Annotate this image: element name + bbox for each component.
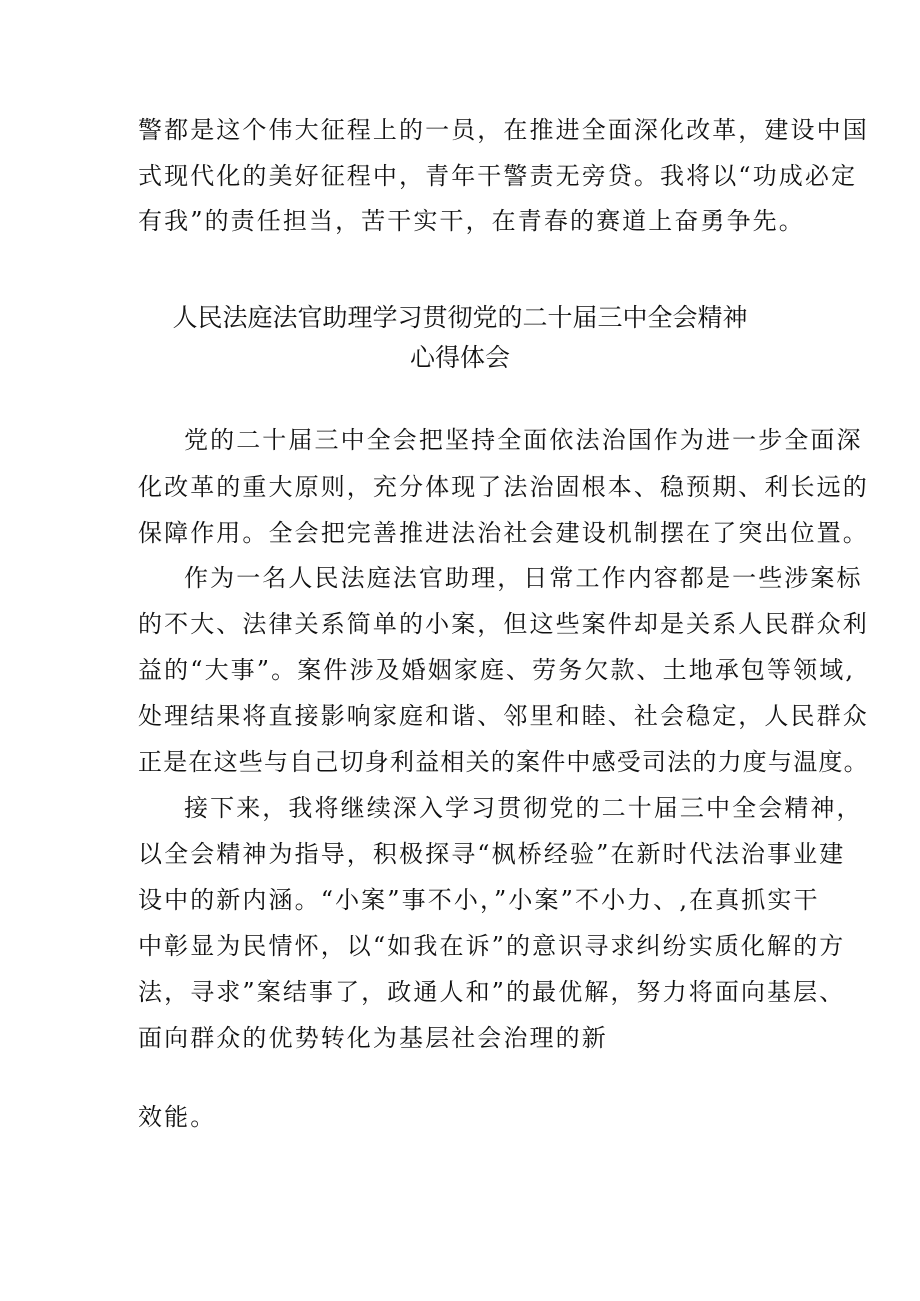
paragraph-3-line-2: 以全会精神为指导，积极探寻“枫桥经验”在新时代法治事业建 xyxy=(138,840,846,868)
article-title-line-1: 人民法庭法官助理学习贯彻党的二十届三中全会精神 xyxy=(172,303,748,332)
paragraph-2-line-1: 作为一名人民法庭法官助理，日常工作内容都是一些涉案标 xyxy=(184,564,863,592)
trailing-line: 效能。 xyxy=(138,1103,217,1131)
paragraph-3-line-4: 中彰显为民情怀，以“如我在诉”的意识寻求纠纷实质化解的方 xyxy=(138,932,846,960)
intro-line-3: 有我”的责任担当，苦干实干，在青春的赛道上奋勇争先。 xyxy=(138,207,805,235)
paragraph-3-line-6: 面向群众的优势转化为基层社会治理的新 xyxy=(138,1024,608,1052)
paragraph-1-line-2: 化改革的重大原则，充分体现了法治固根本、稳预期、利长远的 xyxy=(138,473,869,501)
article-title-line-2: 心得体会 xyxy=(409,343,510,372)
paragraph-3-line-5: 法，寻求”案结事了，政通人和”的最优解，努力将面向基层、 xyxy=(138,978,846,1006)
paragraph-3-line-3: 设中的新内涵。“小案”事不小，”小案”不小力、,在真抓实干 xyxy=(138,886,820,914)
paragraph-2-line-2: 的不大、法律关系简单的小案，但这些案件却是关系人民群众利 xyxy=(138,610,869,638)
paragraph-2-line-4: 处理结果将直接影响家庭和谐、邻里和睦、社会稳定，人民群众 xyxy=(138,702,869,730)
paragraph-2-line-3: 益的“大事”。案件涉及婚姻家庭、劳务欠款、土地承包等领域, xyxy=(138,656,856,684)
intro-line-2: 式现代化的美好征程中，青年干警责无旁贷。我将以“功成必定 xyxy=(138,162,858,190)
paragraph-1-line-3: 保障作用。全会把完善推进法治社会建设机制摆在了突出位置。 xyxy=(138,519,869,547)
paragraph-1-line-1: 党的二十届三中全会把坚持全面依法治国作为进一步全面深 xyxy=(184,426,863,454)
intro-line-1: 警都是这个伟大征程上的一员，在推进全面深化改革，建设中国 xyxy=(138,116,869,144)
paragraph-3-line-1: 接下来，我将继续深入学习贯彻党的二十届三中全会精神， xyxy=(184,794,863,822)
paragraph-2-line-5: 正是在这些与自己切身利益相关的案件中感受司法的力度与温度。 xyxy=(138,748,869,776)
